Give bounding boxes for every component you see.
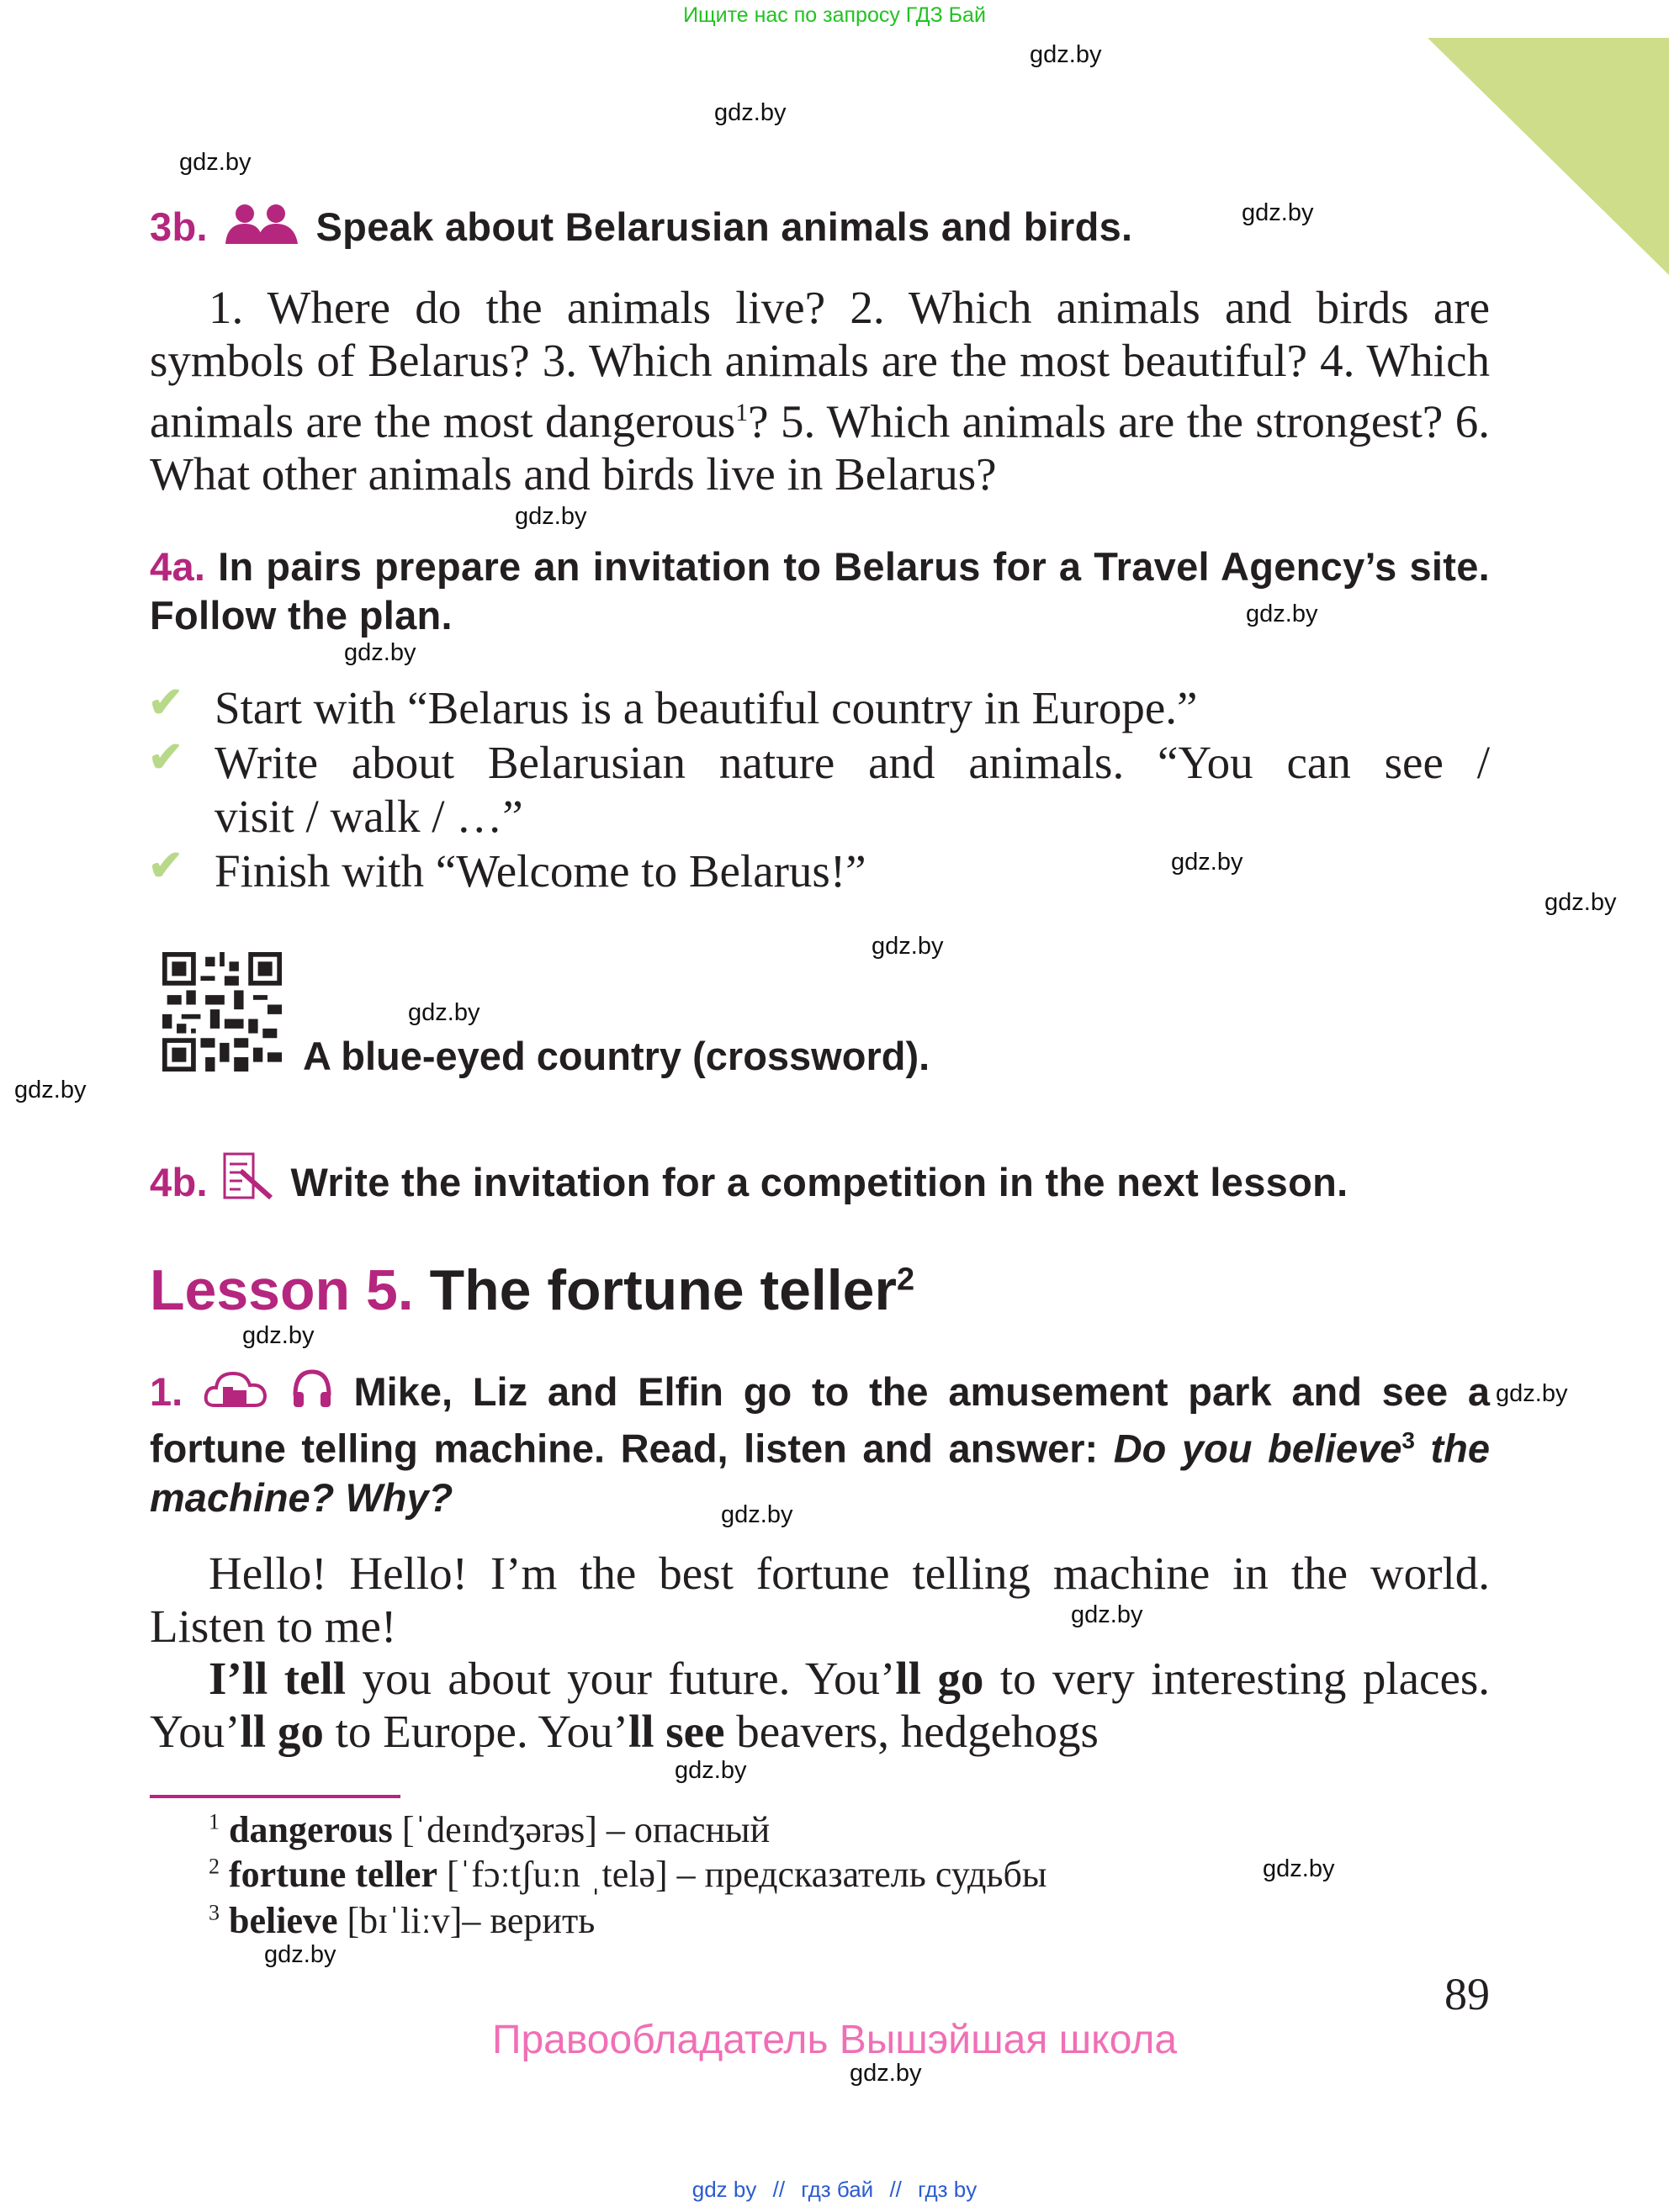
exercise-1-heading <box>150 1367 1490 1522</box>
watermark: gdz.by <box>14 1077 87 1103</box>
exercise-instruction: Mike, Liz and Elfin go to the amusement park and see a fortune telling machine. Read, listen and answer: <box>150 1369 1490 1471</box>
exercise-number: 3b. <box>150 204 208 249</box>
watermark: gdz.by <box>850 2060 922 2087</box>
page-number: 89 <box>1444 1969 1490 2019</box>
footnote-ipa: [bɪˈliːv] <box>347 1900 463 1941</box>
checkmark-icon: ✔ <box>148 842 183 889</box>
link-gdz-by[interactable]: gdz by <box>691 2177 757 2202</box>
exercise-title: Speak about Belarusian animals and birds. <box>315 204 1133 249</box>
exercise-number: 4b. <box>150 1160 208 1204</box>
highlighted-verb: ll see <box>628 1705 725 1757</box>
footnote-number: 3 <box>209 1900 220 1925</box>
watermark: gdz.by <box>1242 199 1314 226</box>
footnote-number: 2 <box>209 1854 220 1879</box>
watermark: gdz.by <box>1071 1601 1143 1628</box>
qr-caption: A blue-eyed country (crossword). <box>303 1034 930 1078</box>
footnote-translation: – предсказатель судьбы <box>676 1854 1047 1895</box>
watermark: gdz.by <box>1246 601 1318 627</box>
exercise-4b-heading <box>150 1152 1348 1205</box>
watermark: gdz.by <box>515 503 587 530</box>
exercise-3b-questions <box>150 282 1490 500</box>
watermark: gdz.by <box>408 999 480 1026</box>
watermark: gdz.by <box>264 1941 336 1968</box>
footnote-translation: – верить <box>462 1900 596 1941</box>
plan-item: Write about Belarusian nature and animals. “You can see / <box>215 737 1490 788</box>
footnote-number: 1 <box>209 1809 220 1834</box>
lesson-title: The fortune teller <box>429 1258 897 1322</box>
exercise-title: Write the invitation for a competition in the next lesson. <box>290 1160 1348 1204</box>
corner-decoration <box>1428 38 1669 275</box>
reading-text-part: to Europe. You’ <box>323 1705 628 1757</box>
link-gdz-bai[interactable]: гдз бай <box>801 2177 874 2202</box>
copyright-owner: Правообладатель Вышэйшая школа <box>491 2018 1178 2062</box>
qr-code[interactable] <box>162 952 282 1072</box>
highlighted-verb: ll go <box>895 1653 984 1704</box>
lesson-label: Lesson 5. <box>150 1258 414 1322</box>
footnote-ref: 1 <box>735 399 749 426</box>
watermark: gdz.by <box>179 149 252 176</box>
plan-item: visit / walk / …” <box>215 791 523 842</box>
watermark: gdz.by <box>675 1757 747 1784</box>
watermark: gdz.by <box>714 99 787 126</box>
footnote-word: dangerous <box>229 1809 393 1850</box>
exercise-question: the machine? Why? <box>150 1426 1490 1520</box>
footnote-ipa: [ˈdeɪndʒərəs] <box>401 1809 597 1850</box>
watermark: gdz.by <box>344 639 416 666</box>
watermark: gdz.by <box>1544 889 1617 916</box>
watermark: gdz.by <box>242 1322 315 1349</box>
watermark: gdz.by <box>872 933 944 960</box>
questions-text: 1. Where do the animals live? 2. Which animals and birds are symbols of Belarus? 3. Which animals are the most beautiful? 4. Which animals are the most dangerous <box>150 282 1490 447</box>
separator: // <box>772 2177 786 2202</box>
watermark: gdz.by <box>1263 1855 1335 1882</box>
exercise-title: In pairs prepare an invitation to Belarus for a Travel Agency’s site. Follow the plan. <box>150 544 1490 638</box>
exercise-number: 1. <box>150 1369 183 1414</box>
footnote-ref: 2 <box>896 1262 915 1298</box>
exercise-4a-heading <box>150 542 1490 640</box>
reading-text <box>150 1548 1490 1758</box>
footnote-divider <box>150 1795 400 1798</box>
reading-paragraph: Hello! Hello! I’m the best fortune telling machine in the world. Listen to me! <box>150 1548 1490 1652</box>
lesson-heading <box>150 1257 914 1323</box>
footnote <box>209 1808 770 1851</box>
pair-work-icon <box>224 204 299 244</box>
reading-text-part: you about your future. You’ <box>346 1653 896 1704</box>
watermark: gdz.by <box>1171 849 1243 876</box>
cloud-folder-icon <box>203 1367 270 1410</box>
writing-icon <box>222 1152 276 1201</box>
footnote <box>209 1899 595 1942</box>
watermark: gdz.by <box>1030 41 1102 68</box>
questions-text: ? 5. Which animals are the strongest? 6. What other animals and birds live in Belarus? <box>150 395 1490 500</box>
headphones-icon <box>290 1367 334 1410</box>
highlighted-verb: ll go <box>240 1705 324 1757</box>
highlighted-verb: I’ll tell <box>209 1653 347 1704</box>
checkmark-icon: ✔ <box>148 733 183 781</box>
watermark: gdz.by <box>721 1501 793 1528</box>
footnote-word: fortune teller <box>229 1854 437 1895</box>
link-gdz-by-ru[interactable]: гдз by <box>918 2177 978 2202</box>
footnote-ref: 3 <box>1401 1427 1415 1453</box>
exercise-number: 4a. <box>150 544 206 589</box>
reading-text-part: beavers, hedgehogs <box>724 1705 1099 1757</box>
checkmark-icon: ✔ <box>148 679 183 726</box>
footnote-translation: – опасный <box>606 1809 771 1850</box>
reading-text-part: to very interesting places. You’ <box>150 1653 1491 1757</box>
exercise-3b-heading <box>150 204 1132 250</box>
bottom-links <box>0 2177 1669 2203</box>
search-hint: Ищите нас по запросу ГДЗ Бай <box>683 3 986 27</box>
footnote-word: believe <box>229 1900 338 1941</box>
footnote <box>209 1853 1046 1896</box>
watermark: gdz.by <box>1496 1380 1568 1407</box>
plan-item: Finish with “Welcome to Belarus!” <box>215 845 866 897</box>
plan-item: Start with “Belarus is a beautiful country in Europe.” <box>215 682 1198 733</box>
footnote-ipa: [ˈfɔːtʃuːn ˌtelə] <box>447 1854 668 1895</box>
separator: // <box>889 2177 902 2202</box>
exercise-question: Do you believe <box>1113 1426 1402 1471</box>
